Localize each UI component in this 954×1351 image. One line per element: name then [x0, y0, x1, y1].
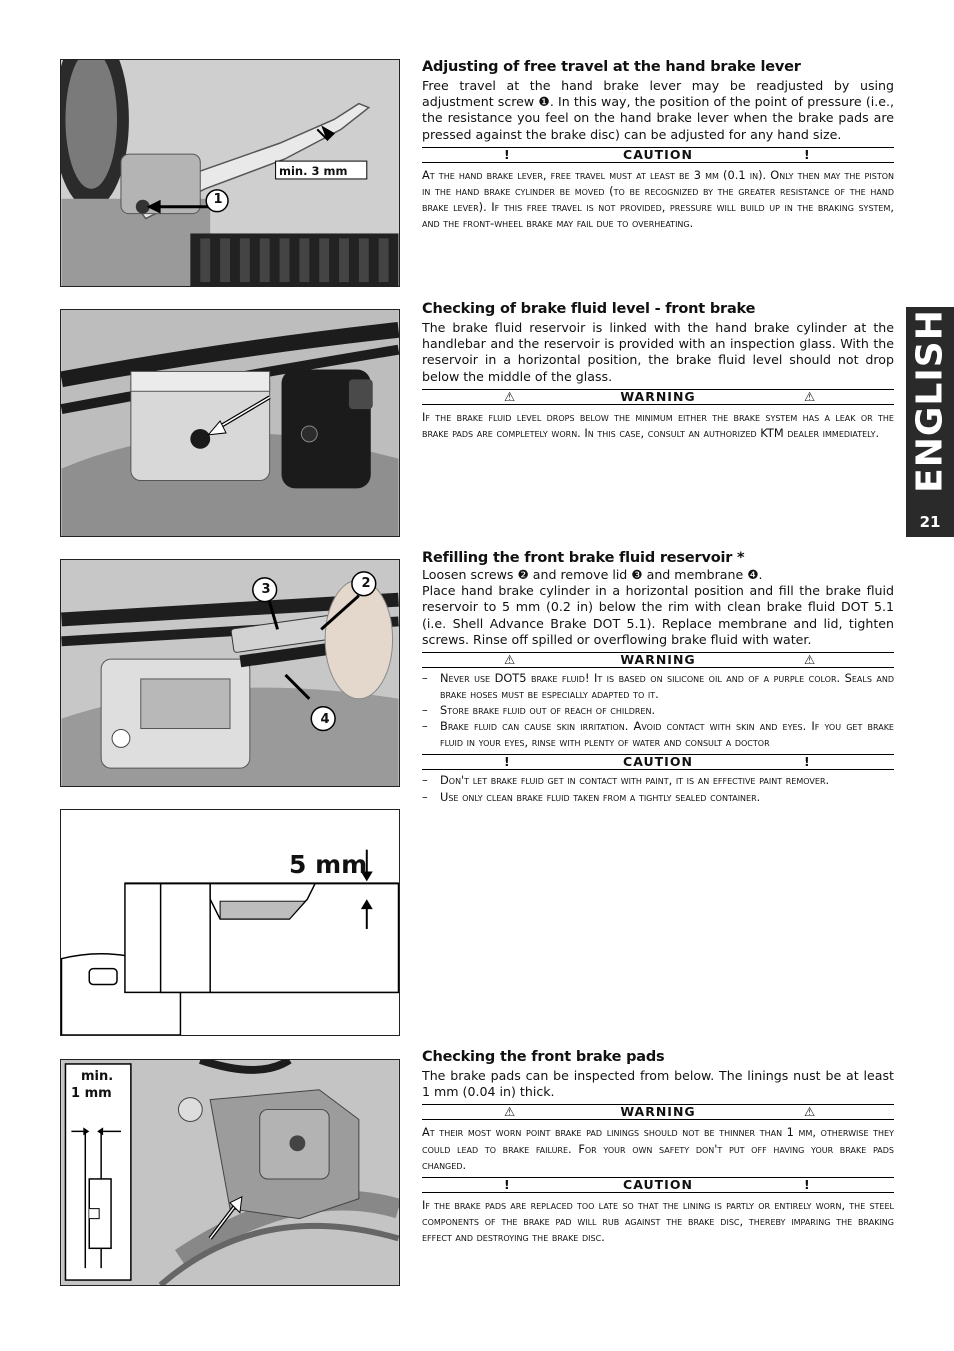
warning-triangle-icon: ⚠ [804, 388, 817, 404]
section-title: Checking the front brake pads [422, 1049, 665, 1065]
caution-bar [422, 147, 894, 163]
caution-mark-icon: ! [504, 754, 511, 770]
caution-text: At the hand brake lever, free travel must at least be 3 mm (0.1 in). Only then may the piston in the hand brake cylinder be moved (to be recognized by the greater resistance of the hand brake lever). If this free travel is not provided, pressure will build up in the braking system, and the front-wheel brake may fail due to overheating. [422, 167, 894, 231]
list-item: – Store brake fluid out of reach of children. [422, 702, 894, 718]
caution-bar [422, 754, 894, 770]
caution-bar [422, 1177, 894, 1193]
warning-triangle-icon: ⚠ [504, 652, 517, 668]
warning-bar [422, 652, 894, 668]
section-intro: Loosen screws ❷ and remove lid ❸ and membrane ❹. [422, 567, 763, 582]
caution-mark-icon: ! [804, 754, 811, 770]
warning-bar [422, 1104, 894, 1120]
warning-text: At their most worn point brake pad linings should not be thinner than 1 mm, otherwise they could lead to brake failure. For your own safety don't put off having your brake pads changed. [422, 1125, 894, 1172]
caution-mark-icon: ! [804, 146, 811, 162]
section-body: Free travel at the hand brake lever may be readjusted by using adjustment screw ❶. In this way, the position of the point of pressure (i.e., the resistance you feel on the hand brake lever when the brake pads are pressed against the brake disc) can be adjusted for any hand size. [422, 78, 894, 142]
section-body: The brake fluid reservoir is linked with the hand brake cylinder at the handlebar and the reservoir is provided with an inspection glass. With the reservoir in a horizontal position, the brake fluid level should not drop below the middle of the glass. [422, 320, 894, 384]
warning-triangle-icon: ⚠ [804, 1104, 817, 1120]
photo-brake-pads [60, 1059, 400, 1286]
photo-refilling-reservoir [60, 559, 400, 787]
list-item: – Don't let brake fluid get in contact with paint, it is an effective paint remover. [422, 772, 894, 788]
5mm-label: 5 mm [289, 850, 368, 879]
caution-list [422, 772, 894, 804]
page-number: 21 [919, 513, 941, 531]
caution-mark-icon: ! [504, 1176, 511, 1192]
section-body: The brake pads can be inspected from below. The linings nust be at least 1 mm (0.04 in) thick. [422, 1068, 894, 1100]
min-label-line1: min. [81, 1069, 114, 1084]
min-1mm-label [71, 1068, 113, 1102]
caution-mark-icon: ! [504, 146, 511, 162]
warning-label: WARNING [620, 1104, 696, 1120]
warning-triangle-icon: ⚠ [804, 652, 817, 668]
language-tab [906, 307, 954, 537]
photo-brake-fluid-level [60, 309, 400, 537]
callout-1: 1 [213, 192, 223, 207]
photo-hand-brake-lever [60, 59, 400, 287]
section-title: Checking of brake fluid level - front brake [422, 301, 756, 317]
section-body: Place hand brake cylinder in a horizontal position and fill the brake fluid reservoir to 5 mm (0.2 in) below the rim with clean brake fluid DOT 5.1 (i.e. Shell Advance Brake DOT 5.1). Replace membrane and lid, tighten screws. Rinse off spilled or overflowing brake fluid with water. [422, 583, 894, 647]
warning-label: WARNING [620, 388, 696, 404]
fluid-level-diagram [61, 810, 399, 1035]
section-brake-pads [422, 1049, 894, 1245]
hand-brake-lever-illustration [61, 60, 399, 286]
warning-text: If the brake fluid level drops below the minimum either the brake system has a leak or the brake pads are completely worn. In this case, consult an authorized KTM dealer immediately. [422, 409, 894, 440]
warning-triangle-icon: ⚠ [504, 1104, 517, 1120]
caution-label: CAUTION [623, 1176, 693, 1192]
language-label: ENGLISH [909, 309, 951, 493]
list-item: – Use only clean brake fluid taken from a tightly sealed container. [422, 789, 894, 805]
diagram-5mm-level [60, 809, 400, 1036]
section-free-travel [422, 59, 894, 231]
callout-2: 2 [361, 576, 371, 591]
warning-list [422, 670, 894, 750]
callout-4: 4 [320, 712, 330, 727]
caution-mark-icon: ! [804, 1176, 811, 1192]
warning-label: WARNING [620, 652, 696, 668]
section-fluid-level [422, 301, 894, 441]
warning-triangle-icon: ⚠ [504, 388, 517, 404]
section-title: Refilling the front brake fluid reservoir * [422, 550, 745, 566]
list-item: – Brake fluid can cause skin irritation. Avoid contact with skin and eyes. If you get brake fluid in your eyes, rinse with plenty of water and consult a doctor [422, 718, 894, 750]
caution-text: If the brake pads are replaced too late so that the lining is partly or entirely worn, the steel components of the brake pad will rub against the brake disc, thereby imparing the braking effect and destroying the brake disc. [422, 1197, 894, 1244]
brake-reservoir-illustration [61, 310, 399, 536]
caution-label: CAUTION [623, 146, 693, 162]
min-3mm-label: min. 3 mm [279, 164, 348, 178]
warning-bar [422, 389, 894, 405]
section-title: Adjusting of free travel at the hand brake lever [422, 59, 801, 75]
min-label-line2: 1 mm [71, 1086, 112, 1101]
refilling-illustration [61, 560, 399, 786]
list-item: – Never use DOT5 brake fluid! It is based on silicone oil and of a purple color. Seals and brake hoses must be especially adapted to it. [422, 670, 894, 702]
callout-3: 3 [261, 582, 271, 597]
section-refill-reservoir [422, 550, 894, 805]
caution-label: CAUTION [623, 754, 693, 770]
